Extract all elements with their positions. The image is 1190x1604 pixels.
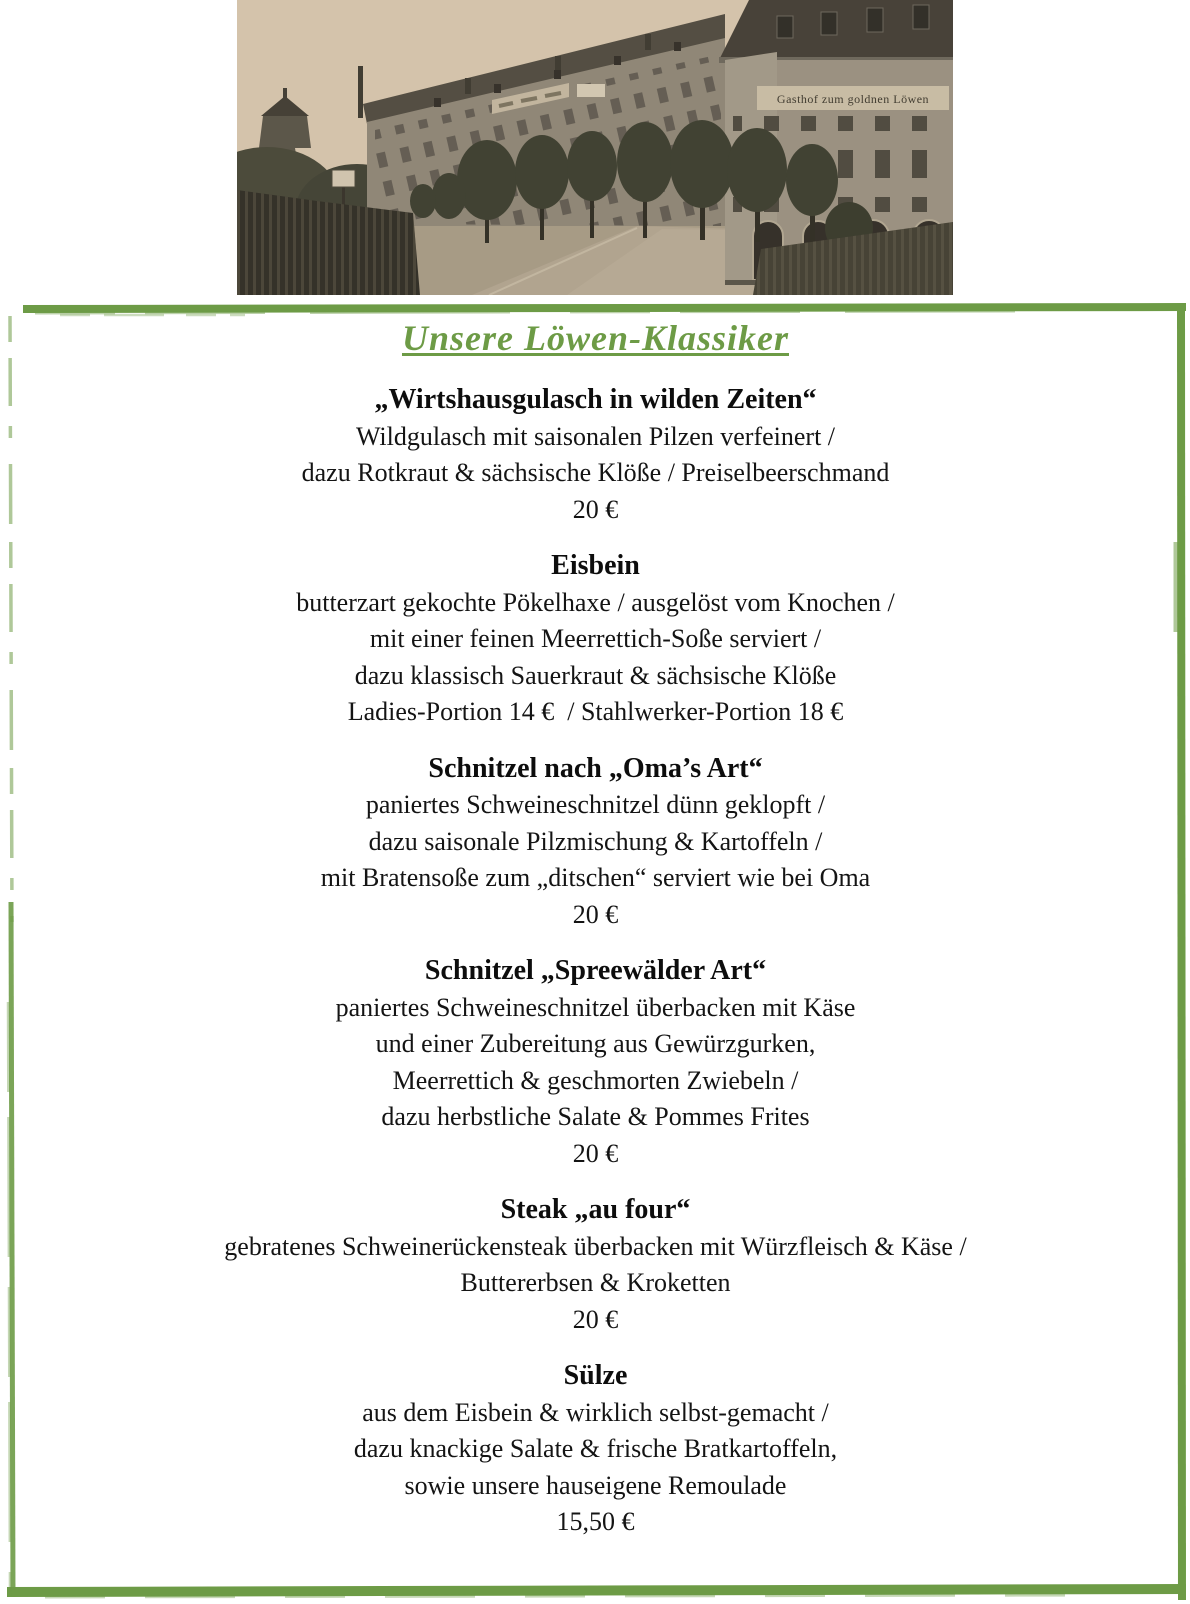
menu-item-name: Schnitzel „Spreewälder Art“ — [424, 955, 767, 986]
menu-item-description-line: dazu knackige Salate & frische Bratkartoffeln, — [353, 1434, 838, 1463]
menu-item — [35, 1358, 1156, 1541]
menu-content — [35, 314, 1156, 1561]
menu-item-lines — [35, 585, 1156, 695]
postcard-illustration — [237, 0, 953, 295]
menu-item-description-line: dazu klassisch Sauerkraut & sächsische Klöße — [354, 660, 837, 690]
menu-item-description-line: mit Bratensoße zum „ditschen“ serviert wie bei Oma — [320, 863, 871, 892]
menu-item-name: Steak „au four“ — [500, 1194, 691, 1225]
menu-item-price: 20 € — [572, 899, 619, 929]
menu-item-price: Ladies-Portion 14 € / Stahlwerker-Portion 18 € — [347, 697, 844, 726]
menu-item-lines — [35, 990, 1156, 1136]
menu-item-description-line: Meerrettich & geschmorten Zwiebeln / — [392, 1065, 799, 1095]
menu-item-lines — [35, 419, 1156, 492]
menu-item-name: „Wirtshausgulasch in wilden Zeiten“ — [374, 384, 817, 415]
menu-card — [5, 302, 1186, 1600]
menu-item-price: 15,50 € — [556, 1507, 635, 1536]
menu-item — [35, 751, 1156, 934]
menu-item-price: 20 € — [572, 494, 619, 524]
gasthof-sign-text: Gasthof zum goldnen Löwen — [776, 92, 930, 106]
menu-item-description-line: sowie unsere hauseigene Remoulade — [404, 1470, 787, 1500]
menu-item-description-line: und einer Zubereitung aus Gewürzgurken, — [375, 1029, 816, 1058]
menu-item — [35, 953, 1156, 1172]
menu-item-name: Eisbein — [551, 550, 640, 581]
menu-item-description-line: dazu Rotkraut & sächsische Klöße / Preiselbeerschmand — [301, 458, 890, 487]
menu-item-description-line: paniertes Schweineschnitzel überbacken mit Käse — [335, 992, 856, 1022]
menu-item-name: Schnitzel nach „Oma’s Art“ — [428, 752, 763, 784]
menu-item-description-line: aus dem Eisbein & wirklich selbst-gemacht / — [362, 1397, 829, 1427]
menu-item-lines — [35, 787, 1156, 897]
menu-item-description-line: butterzart gekochte Pökelhaxe / ausgelöst vom Knochen / — [296, 587, 895, 617]
menu-item-description-line: mit einer feinen Meerrettich-Soße serviert / — [369, 624, 822, 653]
menu-item-description-line: dazu saisonale Pilzmischung & Kartoffeln / — [368, 826, 823, 856]
menu-item-description-line: paniertes Schweineschnitzel dünn geklopft / — [365, 790, 826, 819]
menu-item — [35, 548, 1156, 731]
menu-section-title: Unsere Löwen-Klassiker — [401, 318, 789, 358]
menu-item-lines — [35, 1229, 1156, 1302]
menu-item-name: Sülze — [563, 1360, 628, 1391]
menu-item — [35, 382, 1156, 528]
menu-item-price: 20 € — [572, 1304, 619, 1334]
menu-item-description-line: Wildgulasch mit saisonalen Pilzen verfeinert / — [355, 421, 836, 451]
menu-item-price: 20 € — [572, 1138, 619, 1168]
historic-photo — [237, 0, 953, 295]
menu-item-description-line: gebratenes Schweinerückensteak überbacken mit Würzfleisch & Käse / — [224, 1231, 967, 1261]
menu-items — [35, 382, 1156, 1541]
menu-item-lines — [35, 1395, 1156, 1505]
menu-item-description-line: dazu herbstliche Salate & Pommes Frites — [381, 1102, 810, 1131]
menu-item-description-line: Buttererbsen & Kroketten — [460, 1268, 731, 1297]
menu-item — [35, 1192, 1156, 1338]
